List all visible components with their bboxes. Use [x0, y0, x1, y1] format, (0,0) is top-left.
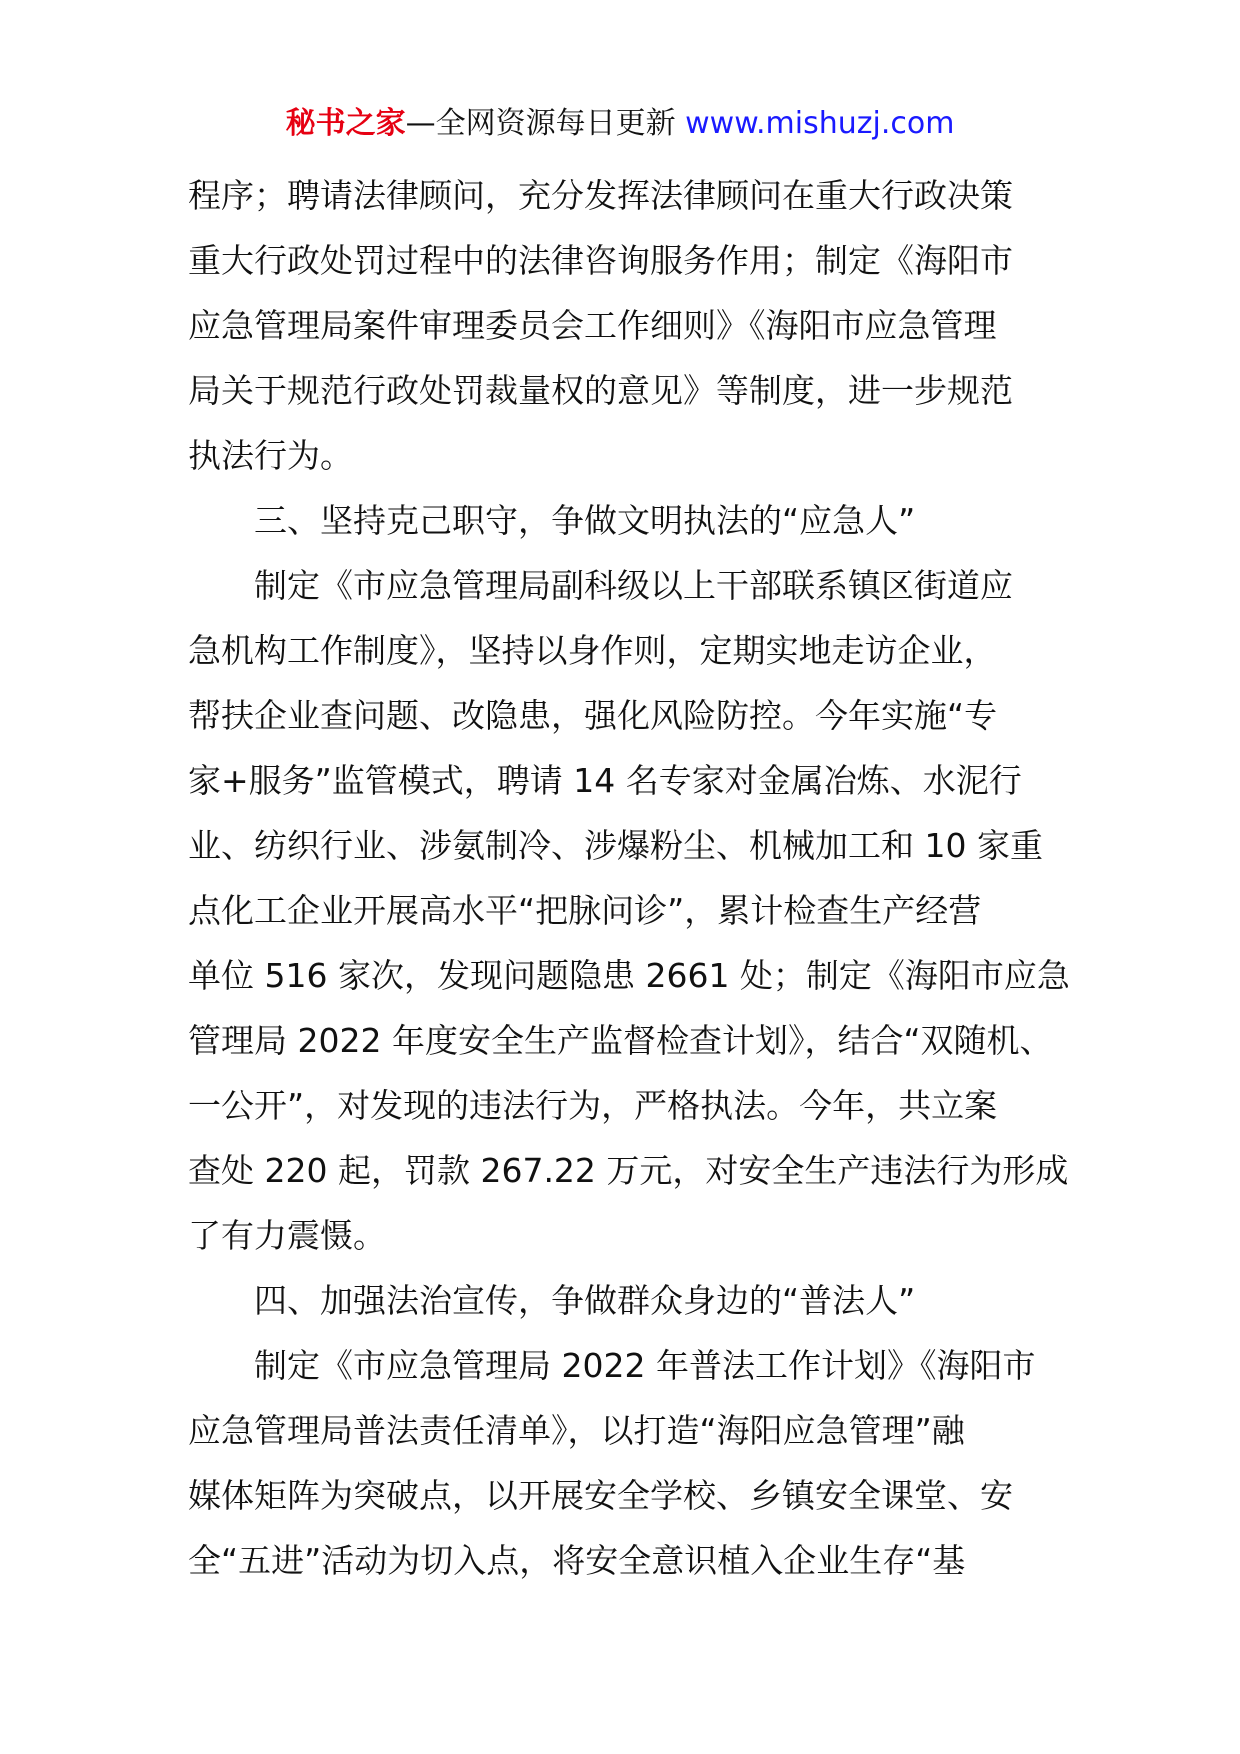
body-line: 制定《市应急管理局副科级以上干部联系镇区街道应	[254, 566, 1013, 605]
body-line: 全“五进”活动为切入点，将安全意识植入企业生存“基	[188, 1541, 966, 1580]
document-body	[188, 163, 1068, 1593]
site-header	[0, 102, 1240, 146]
site-url-link[interactable]: www.mishuzj.com	[685, 106, 955, 141]
body-line: 查处 220 起，罚款 267.22 万元，对安全生产违法行为形成	[188, 1151, 1069, 1190]
body-line: 应急管理局普法责任清单》，以打造“海阳应急管理”融	[188, 1411, 965, 1450]
header-tagline: —全网资源每日更新	[405, 106, 676, 141]
body-line: 重大行政处罚过程中的法律咨询服务作用；制定《海阳市	[188, 241, 1013, 280]
body-line: 家+服务”监管模式，聘请 14 名专家对金属冶炼、水泥行	[188, 761, 1022, 800]
brand-name: 秘书之家	[285, 106, 406, 141]
body-line: 点化工企业开展高水平“把脉问诊”，累计检查生产经营	[188, 891, 982, 930]
body-line: 程序；聘请法律顾问，充分发挥法律顾问在重大行政决策	[188, 176, 1013, 215]
body-line: 执法行为。	[188, 436, 353, 475]
body-line: 应急管理局案件审理委员会工作细则》《海阳市应急管理	[188, 306, 997, 345]
body-line: 局关于规范行政处罚裁量权的意见》等制度，进一步规范	[188, 371, 1013, 410]
body-line: 了有力震慑。	[188, 1216, 386, 1255]
section-heading-3: 三、坚持克己职守，争做文明执法的“应急人”	[254, 501, 916, 540]
body-line: 管理局 2022 年度安全生产监督检查计划》，结合“双随机、	[188, 1021, 1053, 1060]
body-line: 一公开”，对发现的违法行为，严格执法。今年，共立案	[188, 1086, 998, 1125]
body-line: 单位 516 家次，发现问题隐患 2661 处；制定《海阳市应急	[188, 956, 1070, 995]
body-line: 急机构工作制度》，坚持以身作则，定期实地走访企业，	[188, 631, 997, 670]
body-line: 业、纺织行业、涉氨制冷、涉爆粉尘、机械加工和 10 家重	[188, 826, 1043, 865]
body-line: 制定《市应急管理局 2022 年普法工作计划》《海阳市	[254, 1346, 1036, 1385]
section-heading-4: 四、加强法治宣传，争做群众身边的“普法人”	[254, 1281, 916, 1320]
body-line: 帮扶企业查问题、改隐患，强化风险防控。今年实施“专	[188, 696, 998, 735]
body-line: 媒体矩阵为突破点，以开展安全学校、乡镇安全课堂、安	[188, 1476, 1013, 1515]
